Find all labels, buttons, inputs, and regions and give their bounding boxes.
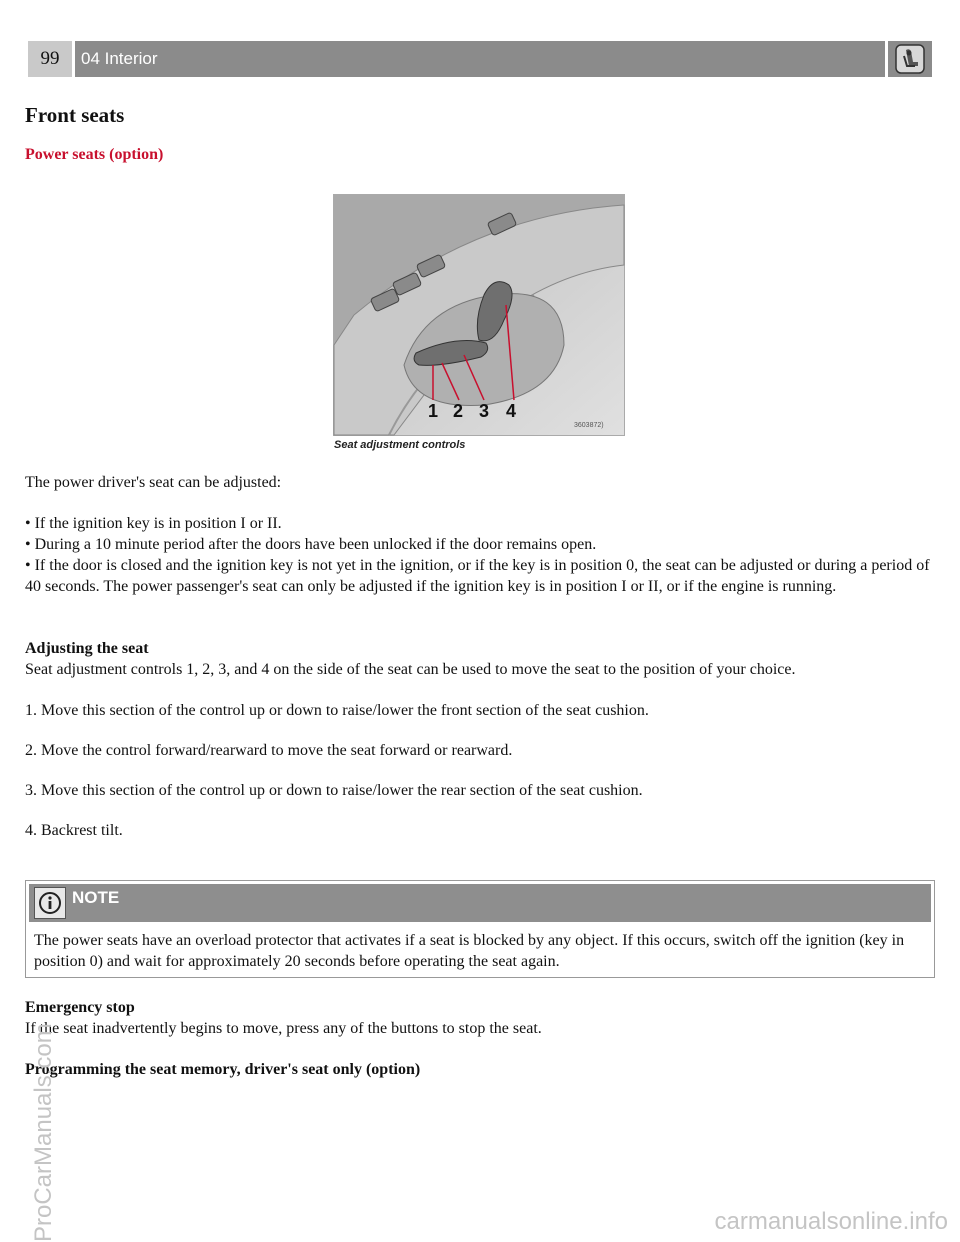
intro-block [25, 472, 930, 597]
figure-caption: Seat adjustment controls [334, 439, 466, 451]
step-item: 4. Backrest tilt. [25, 822, 123, 839]
figure-label-2: 2 [453, 401, 464, 421]
figure-code: 3603872) [574, 422, 604, 429]
programming-heading: Programming the seat memory, driver's seat only (option) [25, 1061, 421, 1078]
seat-icon [888, 41, 932, 77]
adjusting-heading: Adjusting the seat [25, 640, 149, 657]
emergency-text: If the seat inadvertently begins to move, press any of the buttons to stop the seat. [25, 1020, 542, 1037]
section-subtitle: Power seats (option) [25, 146, 164, 163]
bullet-item: • If the door is closed and the ignition key is not yet in the ignition, or if the key is in position 0, the seat can be adjusted or during a period of 40 seconds. The power passenger's seat can only be adjusted if the ignition key is in position I or II, or if the engine is running. [25, 557, 930, 595]
bullet-item: • During a 10 minute period after the doors have been unlocked if the door remains open. [25, 536, 597, 553]
figure-label-1: 1 [428, 401, 439, 421]
figure-label-3: 3 [479, 401, 490, 421]
title-block [25, 100, 925, 166]
page-header [28, 41, 932, 77]
page-number: 99 [28, 41, 72, 77]
emergency-block [25, 997, 930, 1080]
adjusting-block [25, 638, 930, 841]
bottom-watermark: carmanualsonline.info [714, 1208, 948, 1235]
adjusting-text: Seat adjustment controls 1, 2, 3, and 4 on the side of the seat can be used to move the seat to the position of your choice. [25, 661, 796, 678]
side-watermark-text: ProCarManuals.com [30, 1023, 57, 1242]
chapter-title: 04 Interior [75, 41, 885, 77]
step-item: 2. Move the control forward/rearward to move the seat forward or rearward. [25, 742, 513, 759]
bullet-item: • If the ignition key is in position I or II. [25, 515, 282, 532]
note-box [25, 880, 935, 978]
emergency-heading: Emergency stop [25, 999, 135, 1016]
figure-label-4: 4 [506, 401, 517, 421]
seat-controls-figure [333, 194, 625, 456]
note-header [29, 884, 931, 922]
side-watermark [0, 500, 57, 1242]
step-item: 1. Move this section of the control up or down to raise/lower the front section of the seat cushion. [25, 702, 649, 719]
seat-controls-illustration [333, 194, 625, 436]
page-title: Front seats [25, 103, 125, 127]
note-title: NOTE [72, 888, 120, 907]
note-text: The power seats have an overload protector that activates if a seat is blocked by any object. If this occurs, switch off the ignition (key in position 0) and wait for approximately 20 seconds before operating the seat again. [34, 932, 905, 970]
step-item: 3. Move this section of the control up or down to raise/lower the rear section of the seat cushion. [25, 782, 643, 799]
intro-text: The power driver's seat can be adjusted: [25, 474, 282, 491]
